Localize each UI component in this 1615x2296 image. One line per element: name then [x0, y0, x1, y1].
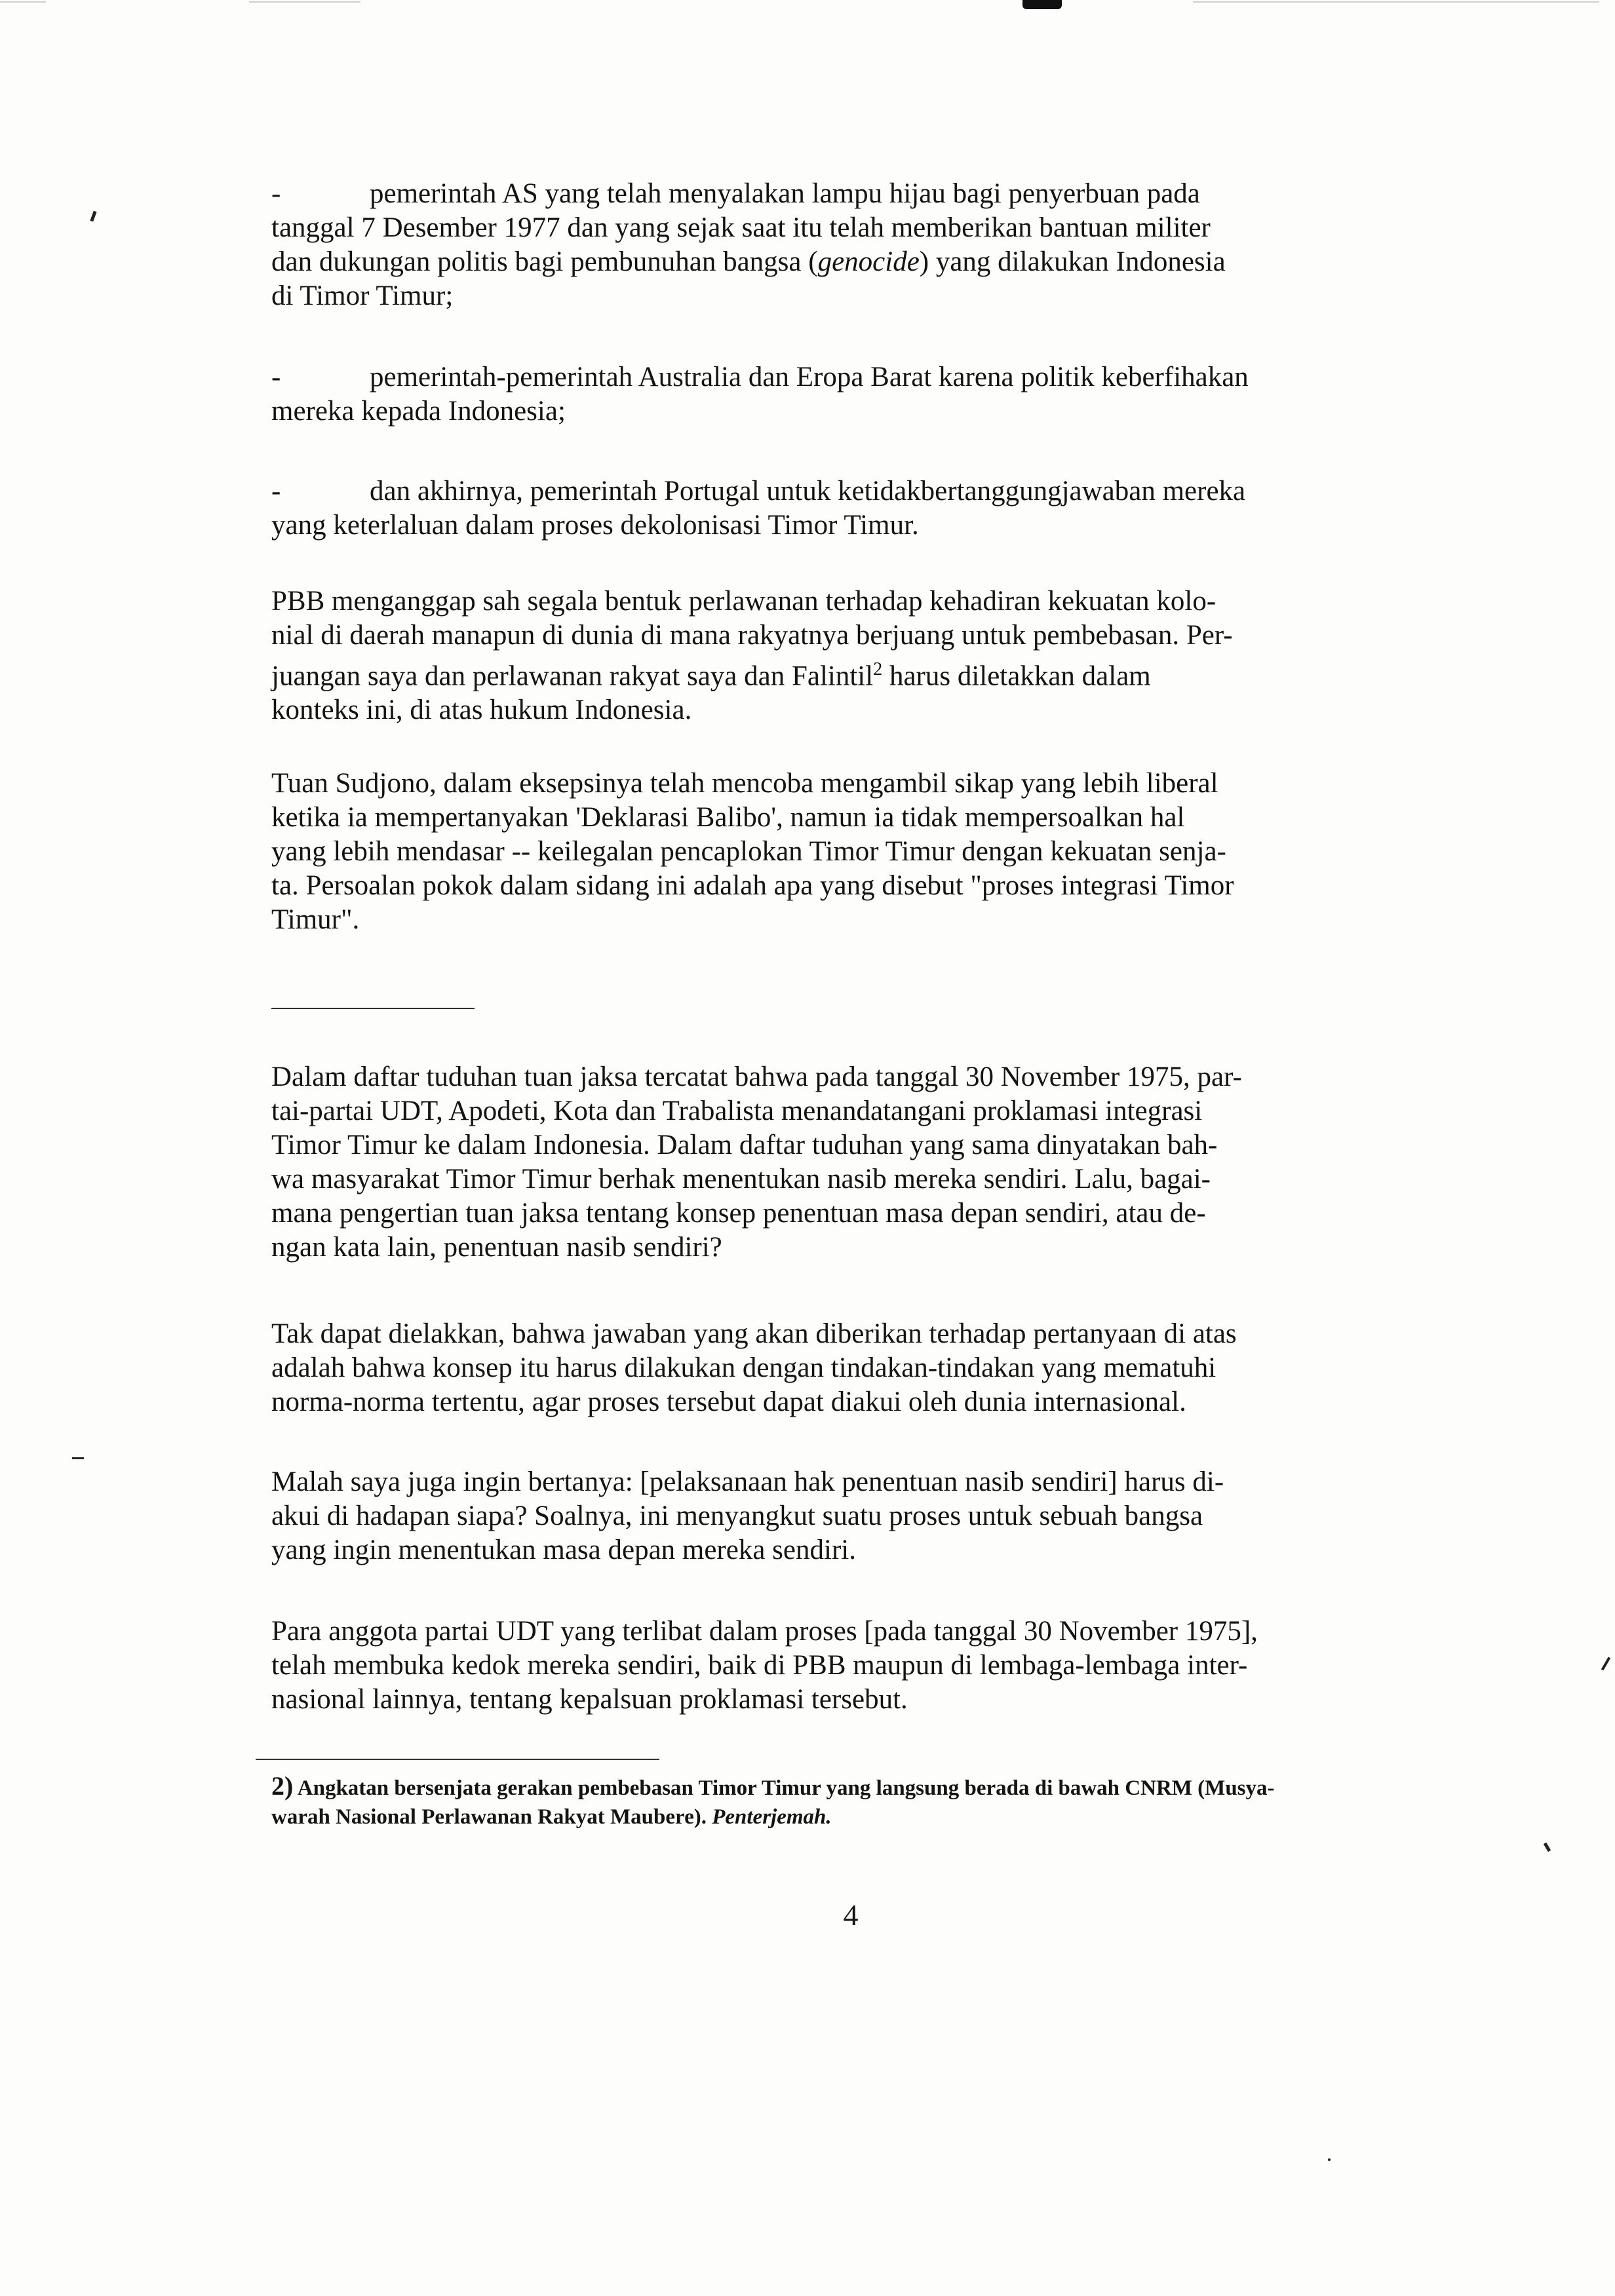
paragraph-malah: [271, 1465, 1451, 1567]
text-line: PBB menganggap sah segala bentuk perlawanan terhadap kehadiran kekuatan kolo-: [271, 586, 1216, 617]
text-line: tai-partai UDT, Apodeti, Kota dan Trabalista menandatangani proklamasi integrasi: [271, 1096, 1203, 1126]
bullet-text: ) yang dilakukan Indonesia: [919, 246, 1226, 277]
text-line: Timor Timur ke dalam Indonesia. Dalam daftar tuduhan yang sama dinyatakan bah-: [271, 1130, 1218, 1160]
paragraph-text: harus diletakkan dalam: [882, 660, 1151, 692]
text-line: norma-norma tertentu, agar proses tersebut dapat diakui oleh dunia internasional.: [271, 1387, 1186, 1417]
paragraph-tak-dapat: [271, 1317, 1451, 1419]
text-line: telah membuka kedok mereka sendiri, baik di PBB maupun di lembaga-lembaga inter-: [271, 1650, 1248, 1681]
text-line: [271, 474, 1451, 508]
bullet-item-us-government: [271, 177, 1451, 313]
scan-edge-line: [1193, 1, 1599, 3]
text-line: yang lebih mendasar -- keilegalan pencaplokan Timor Timur dengan kekuatan senja-: [271, 836, 1226, 867]
text-line: konteks ini, di atas hukum Indonesia.: [271, 695, 692, 726]
page-number: 4: [843, 1898, 859, 1932]
text-line: wa masyarakat Timor Timur berhak menentukan nasib mereka sendiri. Lalu, bagai-: [271, 1164, 1211, 1195]
footnote-text: warah Nasional Perlawanan Rakyat Maubere).: [271, 1805, 712, 1829]
text-line: ngan kata lain, penentuan nasib sendiri?: [271, 1232, 722, 1263]
text-line: [271, 653, 1451, 693]
text-line: adalah bahwa konsep itu harus dilakukan dengan tindakan-tindakan yang mematuhi: [271, 1352, 1216, 1383]
scan-mark: [1022, 0, 1062, 9]
bullet-text: pemerintah AS yang telah menyalakan lampu hijau bagi penyerbuan pada: [370, 178, 1200, 209]
footnote-text: Angkatan bersenjata gerakan pembebasan Timor Timur yang langsung berada di bawah CNRM (Musya-: [297, 1776, 1275, 1800]
section-divider: [271, 1008, 475, 1009]
text-line: [271, 360, 1451, 394]
footnote-mark: 2): [271, 1771, 294, 1801]
paragraph-para-anggota: [271, 1615, 1451, 1717]
paragraph-daftar-tuduhan: [271, 1060, 1451, 1265]
scan-edge-line: [0, 1, 46, 3]
text-line: Timur".: [271, 904, 360, 935]
paragraph-text: juangan saya dan perlawanan rakyat saya dan Falintil: [271, 660, 874, 692]
text-line: tanggal 7 Desember 1977 dan yang sejak saat itu telah memberikan bantuan militer: [271, 212, 1211, 243]
text-line: di Timor Timur;: [271, 280, 454, 311]
bullet-text: dan dukungan politis bagi pembunuhan bangsa (: [271, 246, 818, 277]
text-line: mereka kepada Indonesia;: [271, 396, 566, 427]
text-line: Tuan Sudjono, dalam eksepsinya telah mencoba mengambil sikap yang lebih liberal: [271, 768, 1218, 799]
text-line: akui di hadapan siapa? Soalnya, ini menyangkut suatu proses untuk sebuah bangsa: [271, 1501, 1203, 1531]
text-line: yang ingin menentukan masa depan mereka sendiri.: [271, 1535, 856, 1565]
footnote-reference: 2: [873, 659, 883, 679]
bullet-dash: -: [271, 476, 281, 507]
paragraph-sudjono: [271, 767, 1451, 937]
bullet-item-portugal: [271, 474, 1451, 543]
text-line: Malah saya juga ingin bertanya: [pelaksanaan hak penentuan nasib sendiri] harus di-: [271, 1466, 1224, 1497]
footnote: [271, 1772, 1451, 1831]
text-line: mana pengertian tuan jaksa tentang konsep penentuan masa depan sendiri, atau de-: [271, 1198, 1206, 1229]
text-line: Dalam daftar tuduhan tuan jaksa tercatat bahwa pada tanggal 30 November 1975, par-: [271, 1062, 1242, 1092]
bullet-text: dan akhirnya, pemerintah Portugal untuk ketidakbertanggungjawaban mereka: [370, 476, 1246, 507]
italic-term: genocide: [817, 246, 920, 277]
scan-speck: [1328, 2158, 1331, 2161]
text-line: ta. Persoalan pokok dalam sidang ini adalah apa yang disebut "proses integrasi Timor: [271, 870, 1234, 901]
scan-edge-line: [249, 1, 360, 3]
bullet-dash: -: [271, 362, 281, 392]
bullet-text: pemerintah-pemerintah Australia dan Eropa Barat karena politik keberfihakan: [370, 362, 1249, 392]
text-line: [271, 177, 1451, 211]
footnote-translator-note: Penterjemah.: [712, 1805, 832, 1829]
text-line: nasional lainnya, tentang kepalsuan proklamasi tersebut.: [271, 1684, 908, 1715]
footnote-line: [271, 1772, 1451, 1803]
footnote-separator: [256, 1759, 659, 1760]
scan-speck: [1601, 1656, 1610, 1670]
text-line: yang keterlaluan dalam proses dekolonisasi Timor Timur.: [271, 510, 919, 541]
paragraph-pbb: [271, 584, 1451, 727]
bullet-item-australia-europe: [271, 360, 1451, 429]
text-line: ketika ia mempertanyakan 'Deklarasi Balibo', namun ia tidak mempersoalkan hal: [271, 802, 1185, 833]
footnote-line: [271, 1803, 1451, 1831]
text-line: Tak dapat dielakkan, bahwa jawaban yang akan diberikan terhadap pertanyaan di atas: [271, 1318, 1237, 1349]
scan-speck: [90, 211, 96, 222]
bullet-dash: -: [271, 178, 281, 209]
text-line: [271, 245, 1451, 279]
scan-speck: [1544, 1843, 1551, 1852]
scan-speck: [72, 1457, 84, 1459]
text-line: Para anggota partai UDT yang terlibat dalam proses [pada tanggal 30 November 1975],: [271, 1616, 1258, 1647]
text-line: nial di daerah manapun di dunia di mana rakyatnya berjuang untuk pembebasan. Per-: [271, 620, 1233, 651]
